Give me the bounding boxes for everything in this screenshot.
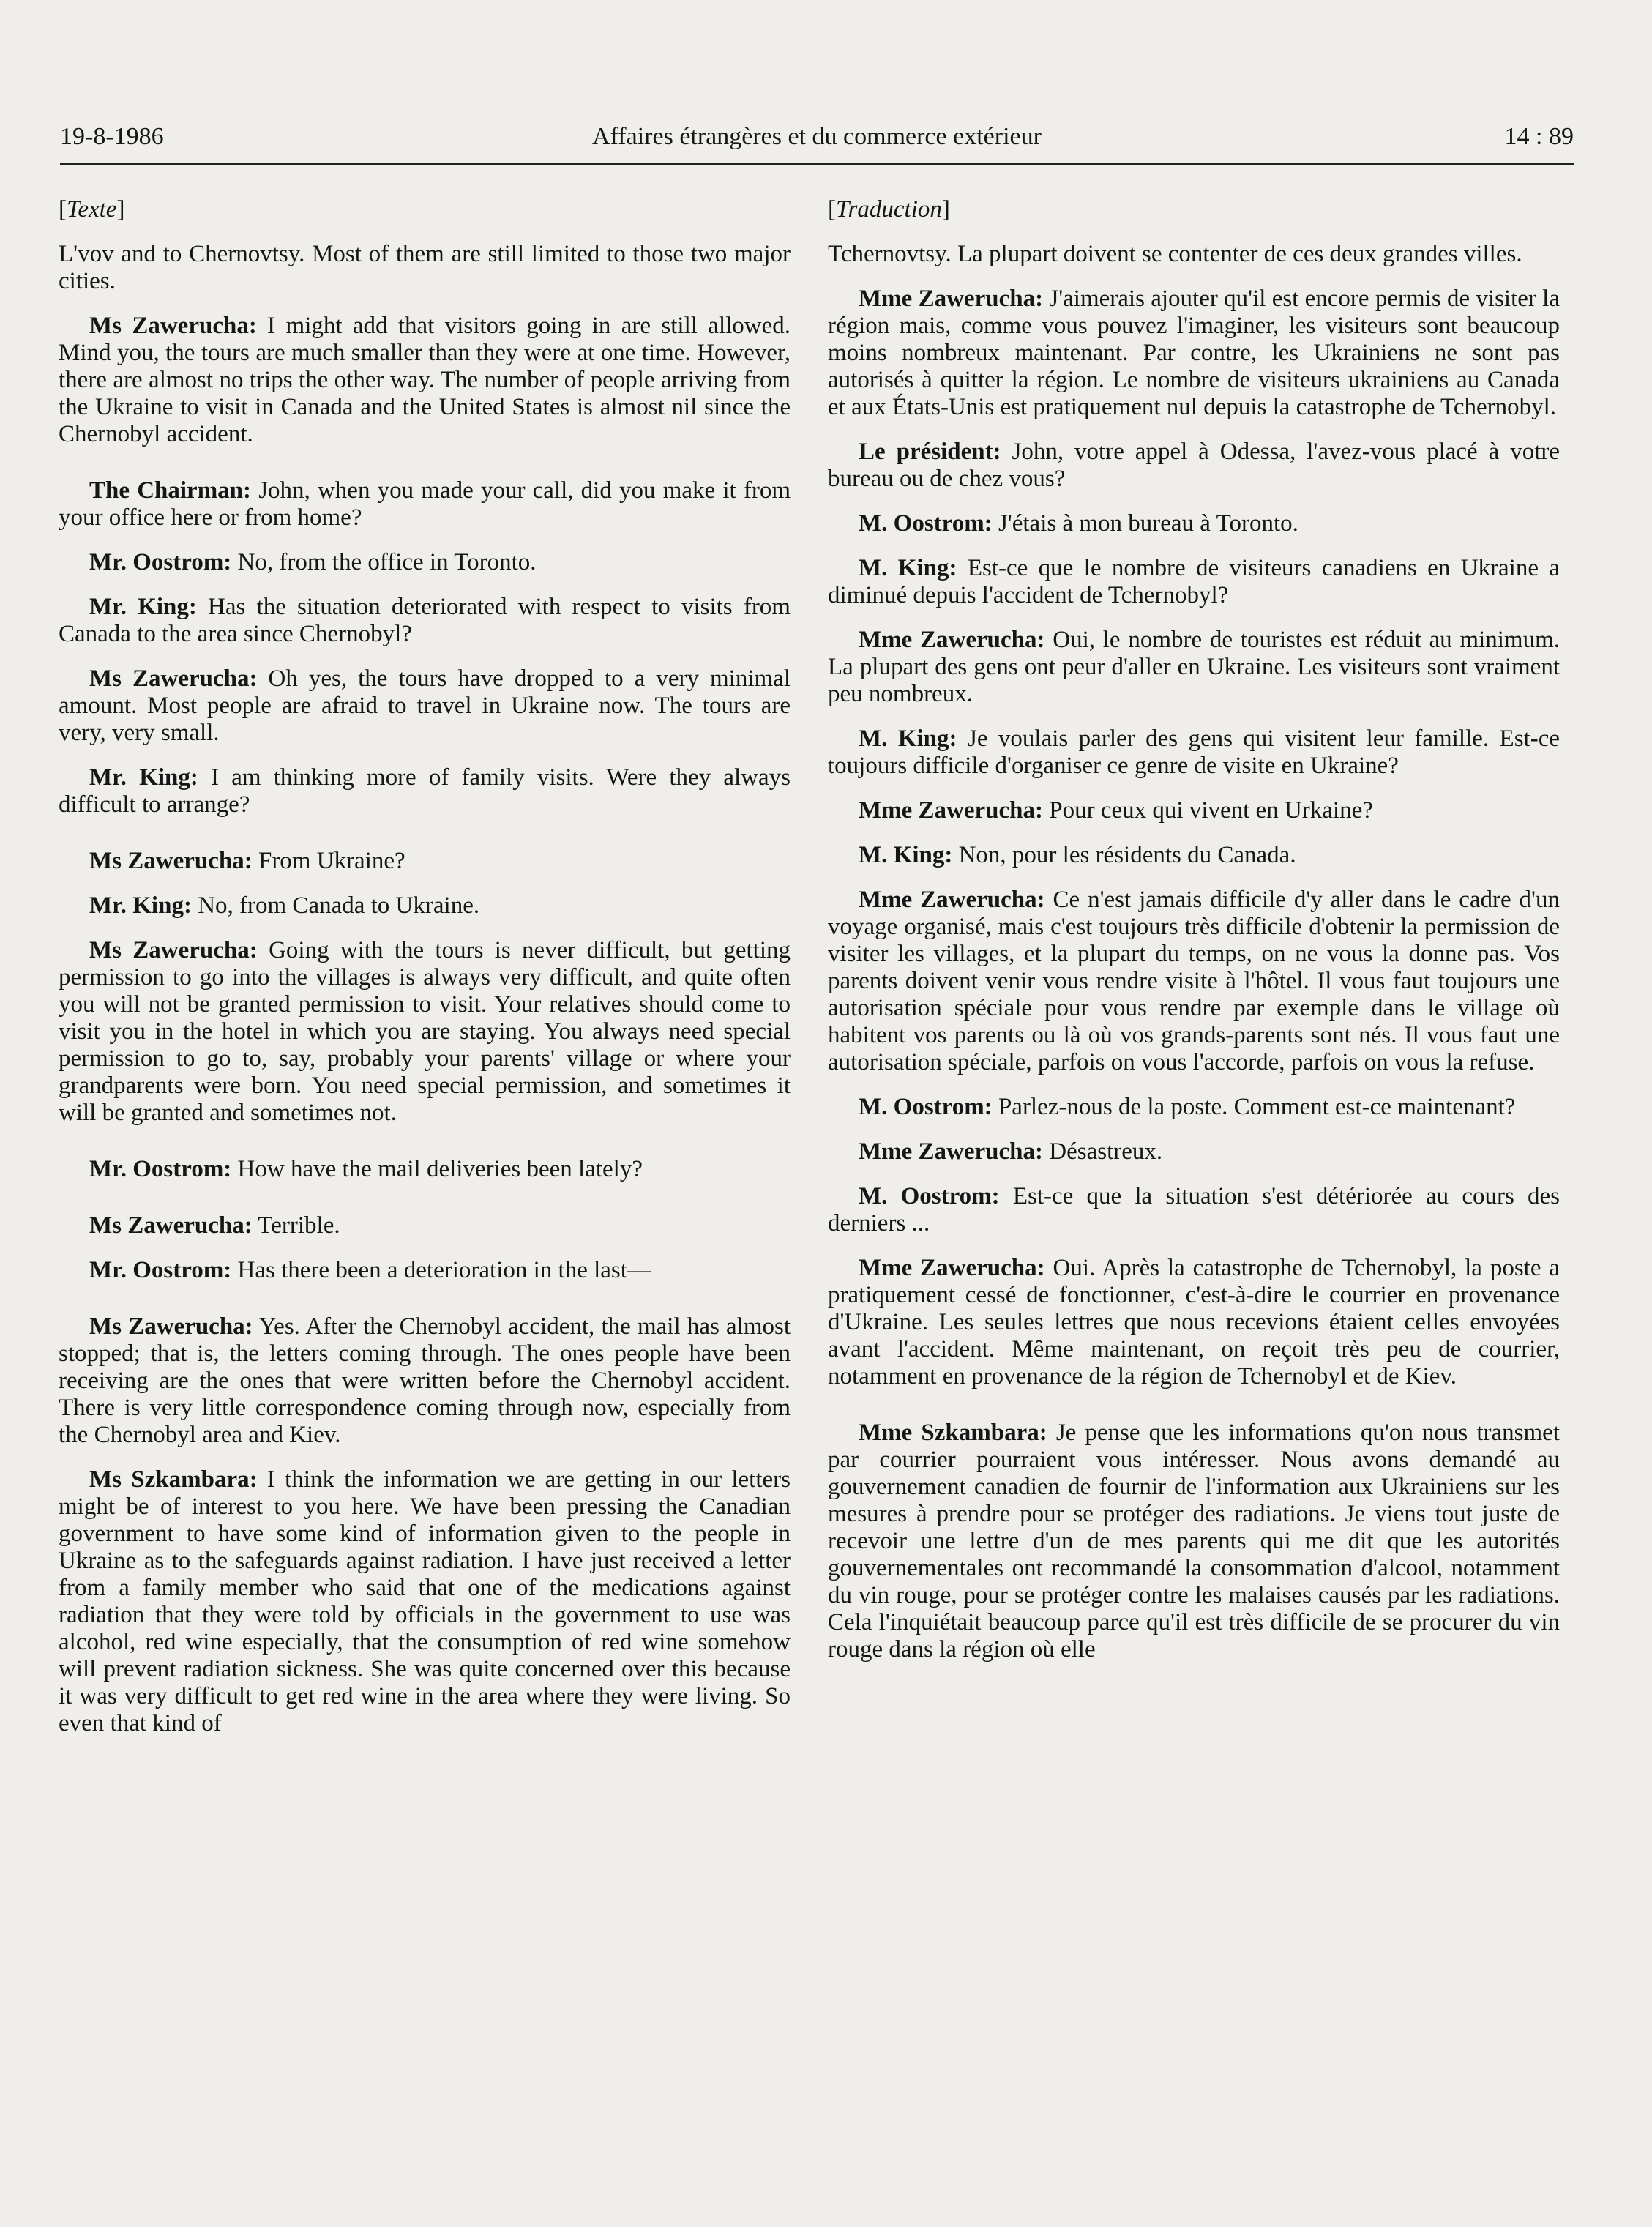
paragraph: Ms Zawerucha: Yes. After the Chernobyl accident, the mail has almost stopped; that is, the letters coming through. The ones people have been receiving are the ones that were written before the Chernobyl accident. There is very little correspondence coming through now, especially from the Chernobyl area and Kiev. bbox=[59, 1313, 791, 1448]
paragraph: Mme Zawerucha: Ce n'est jamais difficile d'y aller dans le cadre d'un voyage organisé, mais c'est toujours très difficile d'obtenir la permission de visiter les villages, et la plupart du temps, on ne vous la donne pas. Vos parents doivent venir vous rendre visite à l'hôtel. Il vous faut toujours une autorisation spéciale pour vous rendre par exemple dans le village où habitent vos parents ou là où vos grands-parents sont nés. Il vous faut une autorisation spéciale, parfois on vous l'accorde, parfois on vous la refuse. bbox=[828, 887, 1561, 1075]
page-header bbox=[60, 119, 1574, 165]
speaker: M. Oostrom: bbox=[859, 1183, 1000, 1209]
paragraph: M. King: Je voulais parler des gens qui visitent leur famille. Est-ce toujours difficile d'organiser ce genre de visite en Ukraine? bbox=[828, 725, 1561, 779]
paragraph: Mme Szkambara: Je pense que les informations qu'on nous transmet par courrier pourraient vous intéresser. Nous avons demandé au gouvernement canadien de fournir de l'information aux Ukrainiens sur les mesures à prendre pour se protéger des radiations. Je viens tout juste de recevoir une lettre d'un de mes parents qui me dit que les autorités gouvernementales ont recommandé la consommation d'alcool, notamment du vin rouge, pour se protéger contre les malaises causés par les radiations. Cela l'inquiétait beaucoup parce qu'il est très difficile de se procurer du vin rouge dans la région où elle bbox=[828, 1420, 1560, 1663]
speaker: Mme Zawerucha: bbox=[859, 1138, 1044, 1165]
paragraph: Mr. Oostrom: No, from the office in Toronto. bbox=[89, 549, 537, 575]
speaker: M. Oostrom: bbox=[859, 1094, 993, 1120]
paragraph: M. King: Non, pour les résidents du Canada. bbox=[859, 842, 1296, 868]
english-column bbox=[59, 196, 791, 1755]
speaker: M. King: bbox=[859, 842, 953, 868]
paragraph: Mme Zawerucha: Pour ceux qui vivent en Urkaine? bbox=[859, 797, 1373, 824]
paragraph: Mr. King: No, from Canada to Ukraine. bbox=[89, 892, 480, 919]
column-tag: [Traduction] bbox=[828, 196, 950, 223]
french-column bbox=[828, 196, 1560, 1681]
speaker: Ms Zawerucha: bbox=[89, 665, 258, 692]
speaker: Le président: bbox=[859, 439, 1001, 465]
speaker: Mme Szkambara: bbox=[859, 1420, 1047, 1446]
paragraph: Mr. Oostrom: Has there been a deterioration in the last— bbox=[89, 1257, 651, 1283]
paragraph: Mme Zawerucha: J'aimerais ajouter qu'il est encore permis de visiter la région mais, comme vous pouvez l'imaginer, les visiteurs sont beaucoup moins nombreux maintenant. Par contre, les Ukrainiens ne sont pas autorisés à quitter la région. Le nombre de visiteurs ukrainiens au Canada et aux États-Unis est pratiquement nul depuis la catastrophe de Tchernobyl. bbox=[828, 286, 1560, 420]
speaker: M. King: bbox=[859, 555, 957, 581]
speaker: M. Oostrom: bbox=[859, 510, 993, 537]
paragraph: Ms Szkambara: I think the information we are getting in our letters might be of interest to you here. We have been pressing the Canadian government to have some kind of information given to the people in Ukraine as to the safeguards against radiation. I have just received a letter from a family member who said that one of the medications against radiation that they were told by officials in the government to use was alcohol, red wine especially, that the consumption of red wine somehow will prevent radiation sickness. She was quite concerned over this because it was very difficult to get red wine in the area where they were living. So even that kind of bbox=[59, 1466, 791, 1737]
speaker: The Chairman: bbox=[89, 477, 252, 504]
paragraph: Ms Zawerucha: I might add that visitors going in are still allowed. Mind you, the tours are much smaller than they were at one time. However, there are almost no trips the other way. The number of people arriving from the Ukraine to visit in Canada and the United States is almost nil since the Chernobyl accident. bbox=[59, 313, 791, 447]
speaker: Mr. King: bbox=[89, 764, 198, 791]
column-tag: [Texte] bbox=[59, 196, 125, 223]
paragraph: Mr. King: Has the situation deteriorated with respect to visits from Canada to the area since Chernobyl? bbox=[59, 594, 791, 647]
speaker: Mme Zawerucha: bbox=[859, 286, 1044, 312]
paragraph: Ms Zawerucha: Going with the tours is never difficult, but getting permission to go into the villages is always very difficult, and quite often you will not be granted permission to visit. Your relatives should come to visit you in the hotel in which you are staying. You always need special permission to go to, say, probably your parents' village or where your grandparents were born. You need special permission, and sometimes it will be granted and sometimes not. bbox=[59, 937, 791, 1126]
speaker: Ms Zawerucha: bbox=[89, 1212, 253, 1239]
paragraph: Le président: John, votre appel à Odessa, l'avez-vous placé à votre bureau ou de chez vous? bbox=[828, 439, 1561, 492]
paragraph: Ms Zawerucha: From Ukraine? bbox=[89, 848, 405, 874]
paragraph: M. Oostrom: Est-ce que la situation s'est détériorée au cours des derniers ... bbox=[828, 1183, 1560, 1236]
paragraph: Mme Zawerucha: Oui. Après la catastrophe de Tchernobyl, la poste a pratiquement cessé de fonctionner, c'est-à-dire le courrier en provenance d'Ukraine. Les seules lettres que nous recevions étaient celles envoyées avant l'accident. Même maintenant, on reçoit très peu de courrier, notamment en provenance de la région de Tchernobyl et de Kiev. bbox=[828, 1255, 1560, 1389]
speaker: Mr. King: bbox=[89, 892, 192, 919]
paragraph: M. King: Est-ce que le nombre de visiteurs canadiens en Ukraine a diminué depuis l'accident de Tchernobyl? bbox=[828, 555, 1560, 608]
speaker: Ms Zawerucha: bbox=[89, 313, 257, 339]
paragraph: Tchernovtsy. La plupart doivent se contenter de ces deux grandes villes. bbox=[828, 241, 1522, 267]
header-date: 19-8-1986 bbox=[60, 123, 164, 150]
speaker: Mr. King: bbox=[89, 594, 197, 620]
paragraph: L'vov and to Chernovtsy. Most of them are still limited to those two major cities. bbox=[59, 241, 791, 294]
paragraph: M. Oostrom: Parlez-nous de la poste. Comment est-ce maintenant? bbox=[859, 1094, 1516, 1120]
speaker: Mme Zawerucha: bbox=[859, 627, 1045, 653]
header-page-number: 14 : 89 bbox=[1504, 123, 1574, 150]
paragraph: Mr. Oostrom: How have the mail deliveries been lately? bbox=[89, 1156, 643, 1182]
paragraph: Ms Zawerucha: Terrible. bbox=[89, 1212, 340, 1239]
paragraph: The Chairman: John, when you made your call, did you make it from your office here or from home? bbox=[59, 477, 791, 531]
speaker: Mr. Oostrom: bbox=[89, 1257, 232, 1283]
paragraph: Ms Zawerucha: Oh yes, the tours have dropped to a very minimal amount. Most people are afraid to travel in Ukraine now. The tours are very, very small. bbox=[59, 665, 791, 746]
speaker: Mme Zawerucha: bbox=[859, 797, 1044, 824]
speaker: Ms Zawerucha: bbox=[89, 937, 258, 963]
speaker: Ms Zawerucha: bbox=[89, 1313, 253, 1340]
speaker: Mme Zawerucha: bbox=[859, 887, 1045, 913]
speaker: Ms Szkambara: bbox=[89, 1466, 258, 1493]
paragraph: M. Oostrom: J'étais à mon bureau à Toronto. bbox=[859, 510, 1298, 537]
paragraph: Mme Zawerucha: Désastreux. bbox=[859, 1138, 1163, 1165]
speaker: M. King: bbox=[859, 725, 957, 752]
speaker: Mr. Oostrom: bbox=[89, 1156, 232, 1182]
header-title: Affaires étrangères et du commerce extérieur bbox=[592, 123, 1042, 150]
speaker: Mme Zawerucha: bbox=[859, 1255, 1045, 1281]
paragraph: Mr. King: I am thinking more of family visits. Were they always difficult to arrange? bbox=[59, 764, 791, 818]
speaker: Ms Zawerucha: bbox=[89, 848, 253, 874]
paragraph: Mme Zawerucha: Oui, le nombre de touristes est réduit au minimum. La plupart des gens ont peur d'aller en Ukraine. Les visiteurs sont vraiment peu nombreux. bbox=[828, 627, 1560, 707]
speaker: Mr. Oostrom: bbox=[89, 549, 232, 575]
